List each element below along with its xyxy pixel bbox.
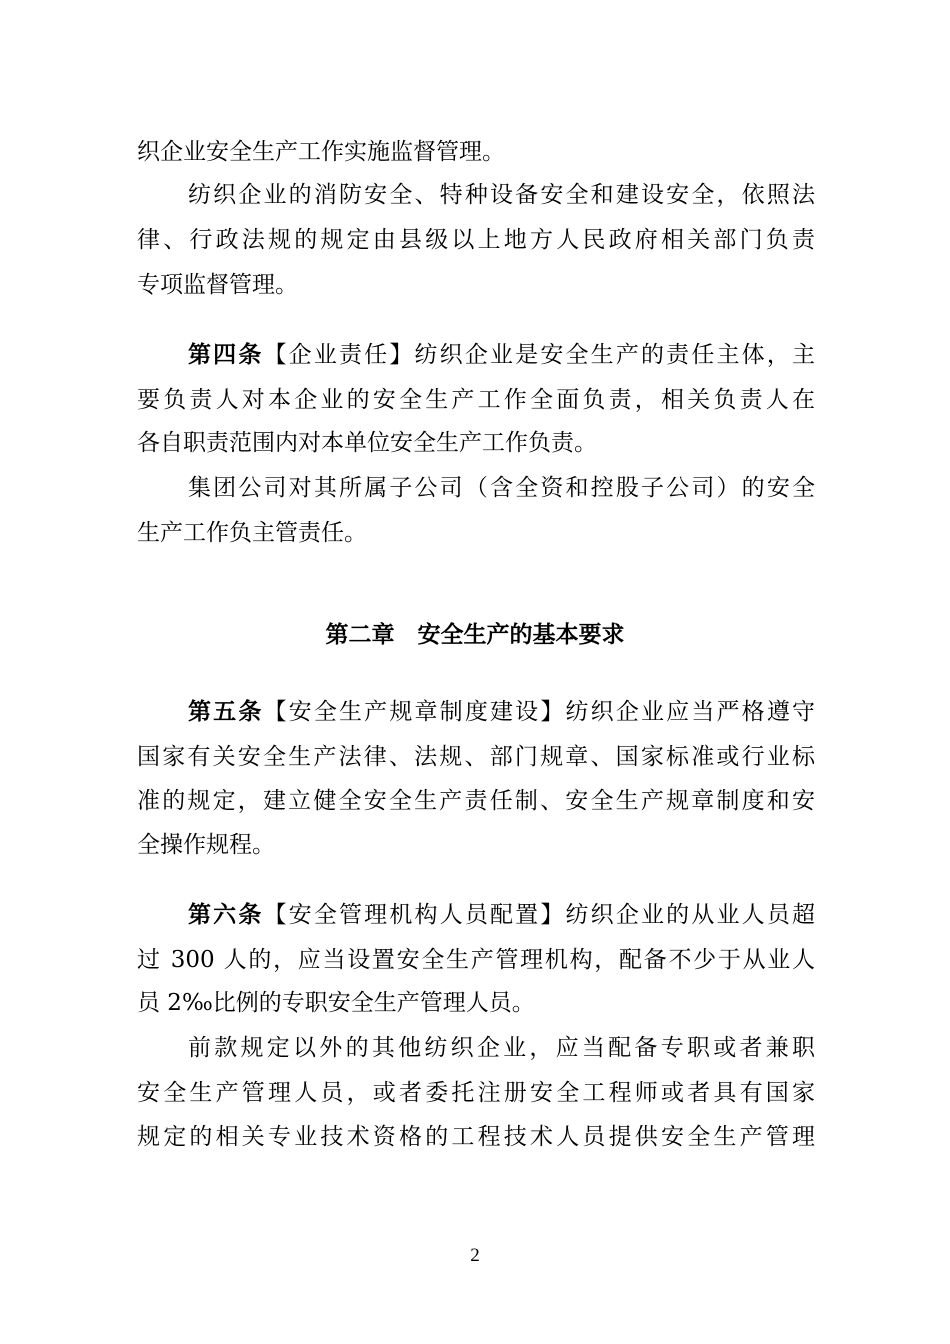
paragraph-line: 准的规定，建立健全安全生产责任制、安全生产规章制度和安: [137, 788, 815, 814]
article-4-text: 【企业责任】纺织企业是安全生产的责任主体，主: [263, 342, 815, 368]
paragraph-line: 律、行政法规的规定由县级以上地方人民政府相关部门负责: [137, 227, 815, 253]
paragraph-line: 专项监督管理。: [137, 272, 298, 298]
article-5-title: 第五条: [188, 698, 264, 725]
article-6-text: 【安全管理机构人员配置】纺织企业的从业人员超: [263, 902, 815, 928]
article-4-line: [188, 340, 815, 370]
paragraph-line: 全操作规程。: [137, 832, 275, 858]
article-6-line: [188, 900, 815, 930]
paragraph-line: 员 2‰比例的专职安全生产管理人员。: [137, 990, 535, 1016]
paragraph-line: 安全生产管理人员，或者委托注册安全工程师或者具有国家: [137, 1080, 815, 1106]
paragraph-line: 规定的相关专业技术资格的工程技术人员提供安全生产管理: [137, 1124, 815, 1150]
chapter-heading: 第二章 安全生产的基本要求: [325, 621, 625, 648]
article-6-title: 第六条: [188, 901, 264, 928]
article-5-text: 【安全生产规章制度建设】纺织企业应当严格遵守: [263, 699, 815, 725]
paragraph-line: 纺织企业的消防安全、特种设备安全和建设安全，依照法: [188, 182, 815, 208]
paragraph-line: 国家有关安全生产法律、法规、部门规章、国家标准或行业标: [137, 744, 815, 770]
paragraph-line: 各自职责范围内对本单位安全生产工作负责。: [137, 430, 597, 456]
article-5-line: [188, 697, 815, 727]
page-number: 2: [470, 1245, 480, 1266]
paragraph-line: 要负责人对本企业的安全生产工作全面负责，相关负责人在: [137, 387, 815, 413]
paragraph-line: 织企业安全生产工作实施监督管理。: [137, 139, 505, 165]
paragraph-line: 集团公司对其所属子公司（含全资和控股子公司）的安全: [188, 475, 815, 501]
paragraph-line: 生产工作负主管责任。: [137, 520, 367, 546]
article-4-title: 第四条: [188, 341, 264, 368]
paragraph-line: 过 300 人的，应当设置安全生产管理机构，配备不少于从业人: [137, 947, 815, 973]
paragraph-line: 前款规定以外的其他纺织企业，应当配备专职或者兼职: [188, 1035, 815, 1061]
